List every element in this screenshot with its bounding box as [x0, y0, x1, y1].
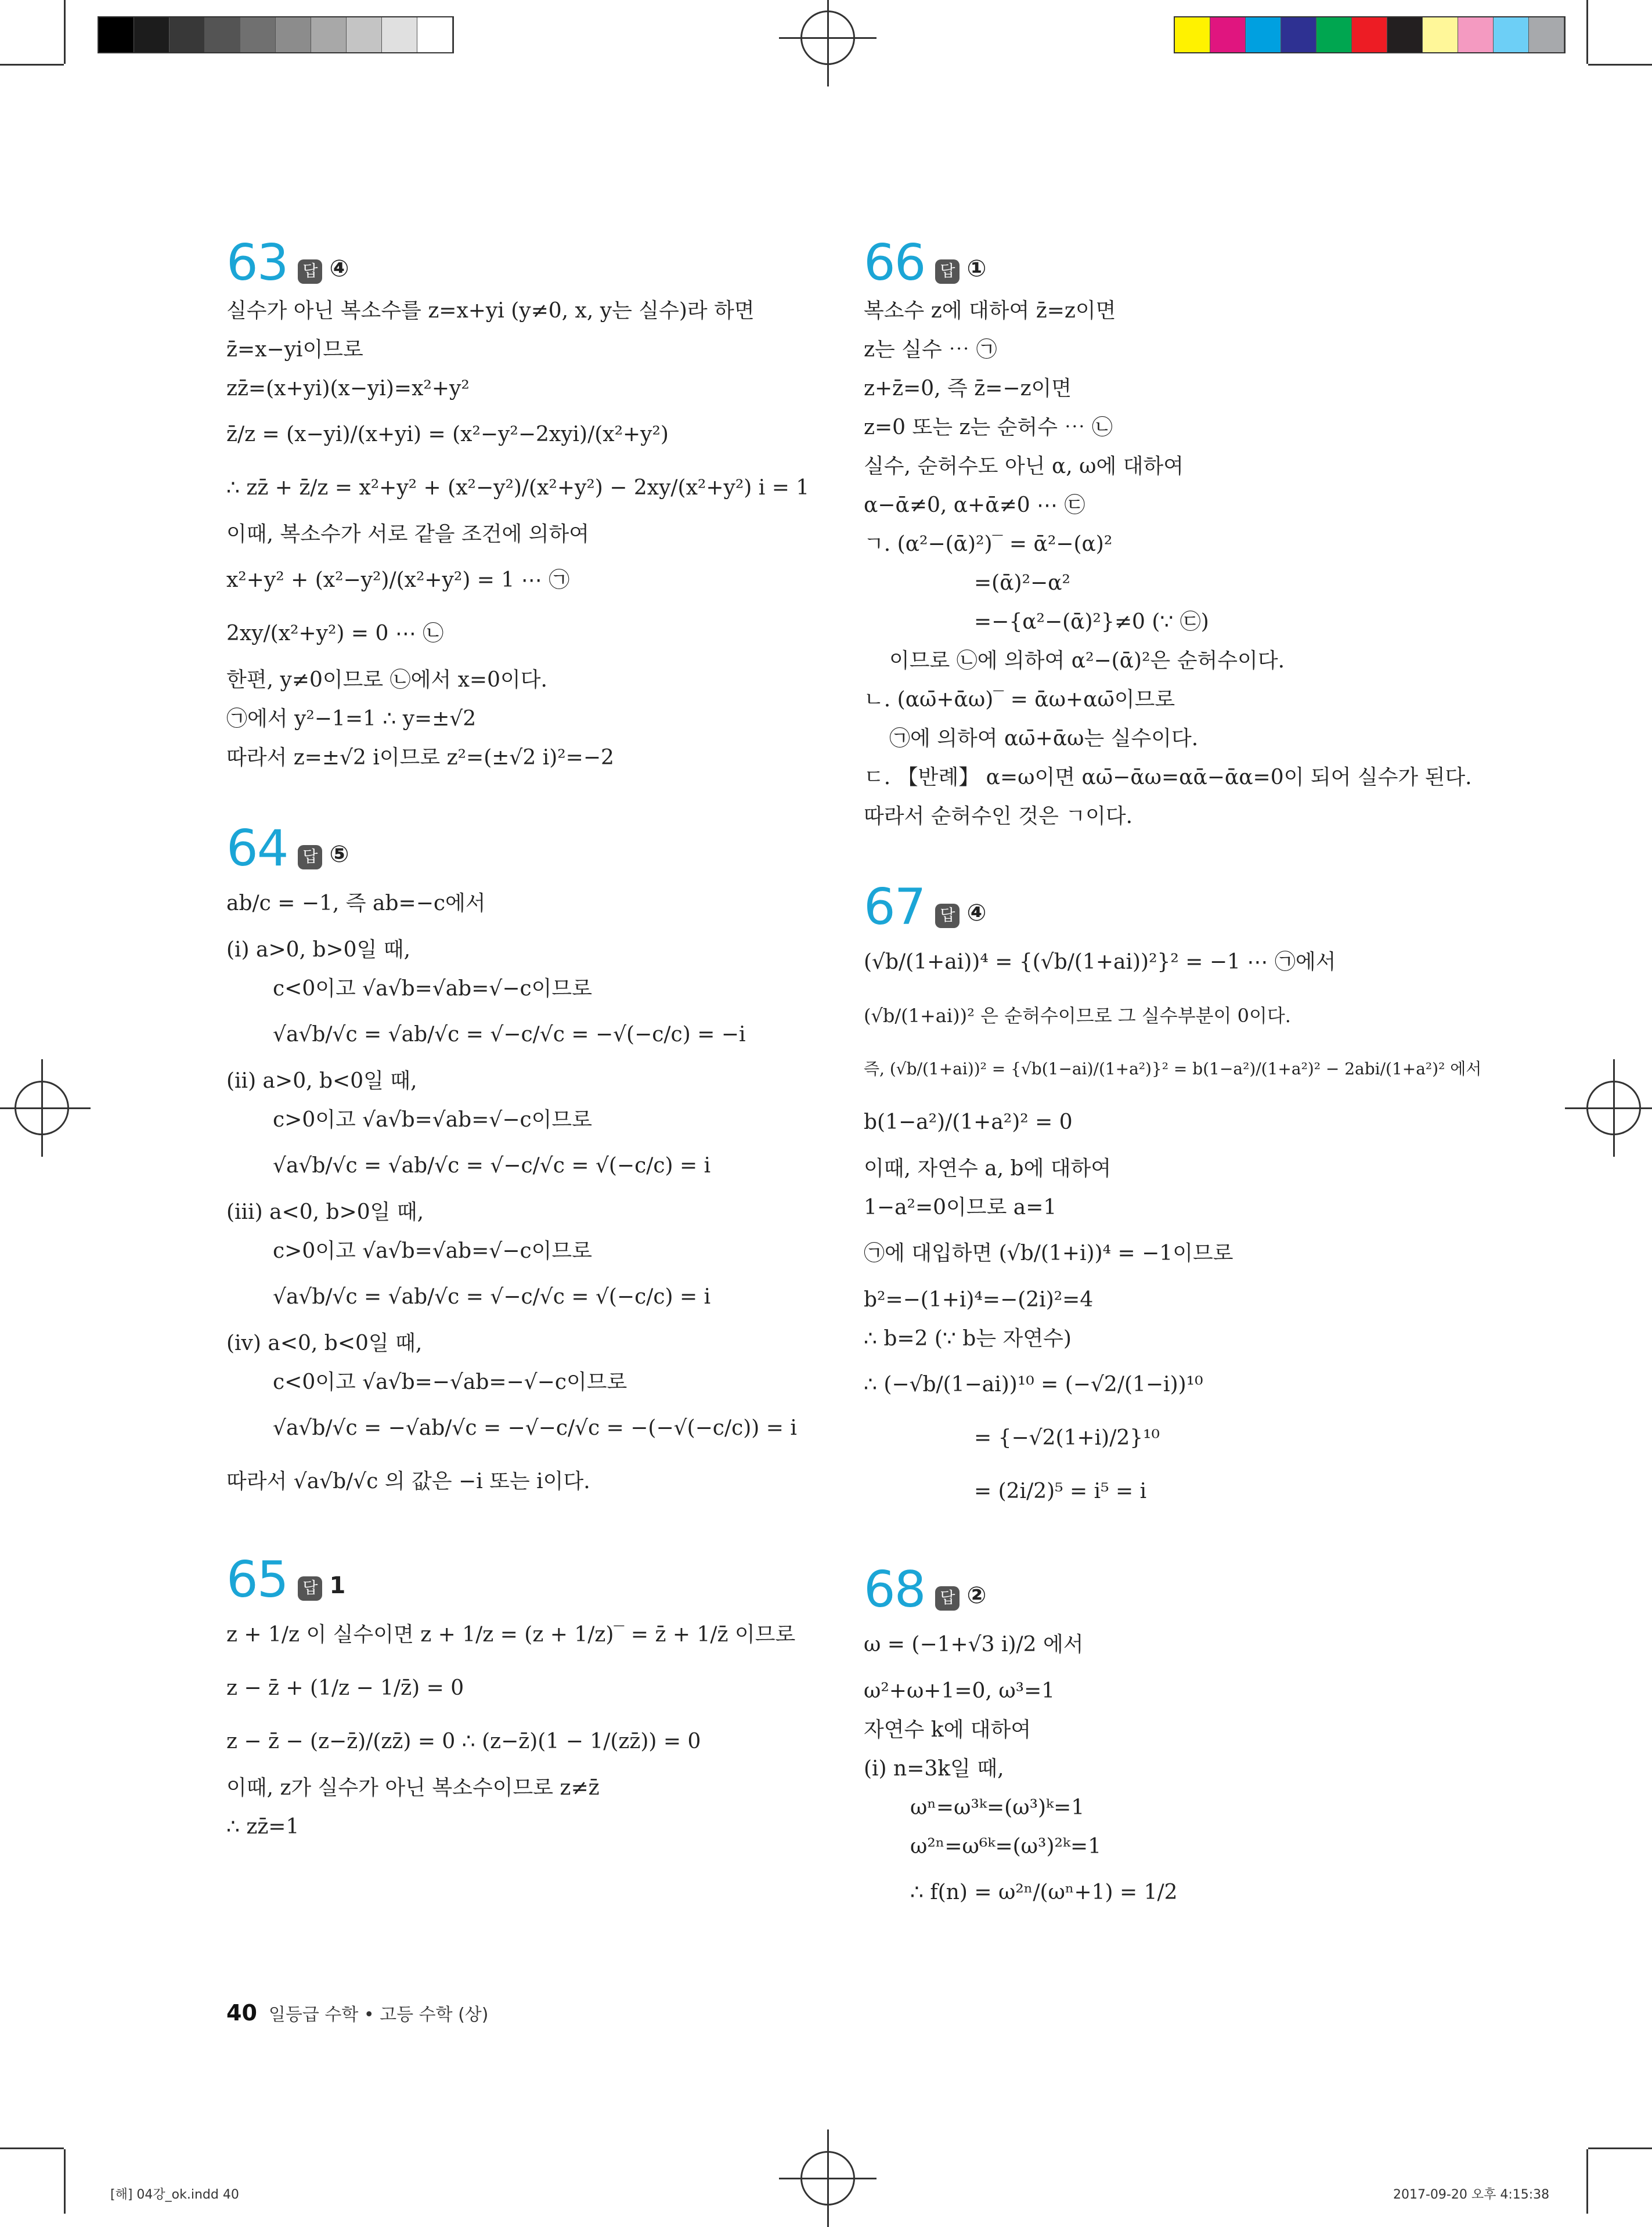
color-swatch	[1246, 17, 1281, 52]
crop-mark	[64, 0, 66, 64]
solution-line: 즉, (√b/(1+ai))² = {√b(1−ai)/(1+a²)}² = b(1−a²)/(1+a²)² − 2abi/(1+a²)² 에서	[864, 1059, 1482, 1078]
solution-line: √a√b/√c = √ab/√c = √−c/√c = √(−c/c) = i	[273, 1285, 711, 1309]
page-number: 40	[226, 2000, 257, 2026]
registration-mark-icon	[800, 10, 855, 65]
problem-number: 64	[226, 820, 288, 878]
solution-line: z̄/z = (x−yi)/(x+yi) = (x²−y²−2xyi)/(x²+y²)	[226, 423, 669, 446]
page-footer	[226, 2000, 488, 2026]
color-swatch	[276, 17, 311, 52]
answer-choice: ④	[329, 255, 349, 282]
problem-number: 65	[226, 1551, 288, 1609]
color-swatch	[1494, 17, 1529, 52]
color-swatch	[205, 17, 240, 52]
solution-line: ∴ f(n) = ω²ⁿ/(ωⁿ+1) = 1/2	[910, 1881, 1178, 1904]
solution-line: 이때, z가 실수가 아닌 복소수이므로 z≠z̄	[226, 1776, 600, 1800]
solution-line: ω²ⁿ=ω⁶ᵏ=(ω³)²ᵏ=1	[910, 1835, 1102, 1858]
solution-line: ㉠에 대입하면 (√b/(1+i))⁴ = −1이므로	[864, 1241, 1233, 1265]
solution-line: ab/c = −1, 즉 ab=−c에서	[226, 891, 486, 915]
solution-line: 이때, 복소수가 서로 같을 조건에 의하여	[226, 522, 590, 546]
color-swatch	[1281, 17, 1316, 52]
crop-mark	[0, 64, 64, 66]
answer-choice: ②	[966, 1582, 987, 1609]
registration-mark-icon	[15, 1081, 69, 1135]
solution-line: α−ᾱ≠0, α+ᾱ≠0 ⋯ ㉢	[864, 493, 1085, 517]
solution-line: ωⁿ=ω³ᵏ=(ω³)ᵏ=1	[910, 1796, 1085, 1820]
book-title: 일등급 수학 • 고등 수학 (상)	[268, 2005, 489, 2025]
color-swatch	[1387, 17, 1423, 52]
case-heading: (ⅰ) a>0, b>0일 때,	[226, 938, 411, 962]
solution-line: = {−√2(1+i)/2}¹⁰	[974, 1426, 1160, 1450]
answer-badge: 답	[935, 1586, 960, 1611]
color-swatch	[1175, 17, 1210, 52]
color-swatch	[1352, 17, 1387, 52]
problem-67	[864, 878, 1502, 1518]
registration-mark-icon	[1586, 1081, 1641, 1135]
solution-line: 따라서 z=±√2 i이므로 z²=(±√2 i)²=−2	[226, 746, 614, 770]
color-swatch	[417, 17, 453, 52]
solution-line: ∴ zz̄ + z̄/z = x²+y² + (x²−y²)/(x²+y²) − 2xy/(x²+y²) i = 1	[226, 476, 810, 500]
solution-line: (√b/(1+ai))⁴ = {(√b/(1+ai))²}² = −1 ⋯ ㉠에서	[864, 950, 1336, 974]
solution-line: 따라서 √a√b/√c 의 값은 −i 또는 i이다.	[226, 1470, 590, 1493]
solution-line: ㉠에서 y²−1=1 ∴ y=±√2	[226, 707, 477, 731]
problem-header	[226, 820, 865, 878]
problem-number: 67	[864, 878, 925, 936]
cmyk-color-bar	[1174, 16, 1566, 53]
right-column	[864, 234, 1502, 1919]
solution-line: =−{α²−(ᾱ)²}≠0 (∵ ㉢)	[974, 610, 1209, 634]
solution-line: 1−a²=0이므로 a=1	[864, 1196, 1057, 1219]
answer-badge: 답	[935, 904, 960, 928]
solution-line: 이때, 자연수 a, b에 대하여	[864, 1157, 1112, 1181]
solution-line: x²+y² + (x²−y²)/(x²+y²) = 1 ⋯ ㉠	[226, 568, 570, 592]
registration-mark-icon	[800, 2151, 855, 2206]
answer-value: 1	[329, 1572, 346, 1599]
solution-line: ㄱ. (α²−(ᾱ)²)‾ = ᾱ²−(α)²	[864, 532, 1113, 556]
solution-line: z는 실수 ⋯ ㉠	[864, 338, 997, 362]
solution-line: =(ᾱ)²−α²	[974, 571, 1070, 595]
solution-line: ㉠에 의하여 αω̄+ᾱω는 실수이다.	[889, 727, 1199, 750]
solution-line: c<0이고 √a√b=−√ab=−√−c이므로	[273, 1370, 627, 1394]
solution-line: 따라서 순허수인 것은 ㄱ이다.	[864, 804, 1133, 828]
solution-line: c>0이고 √a√b=√ab=√−c이므로	[273, 1239, 592, 1263]
problem-header	[864, 878, 1502, 936]
solution-line: zz̄=(x+yi)(x−yi)=x²+y²	[226, 377, 470, 400]
slug-filename: [해] 04강_ok.indd 40	[110, 2188, 239, 2202]
problem-header	[226, 1551, 865, 1609]
problem-header	[864, 1561, 1502, 1619]
case-heading: (ⅳ) a<0, b<0일 때,	[226, 1331, 423, 1355]
color-swatch	[1529, 17, 1564, 52]
answer-badge: 답	[298, 1576, 322, 1601]
crop-mark	[1586, 0, 1588, 64]
crop-mark	[1588, 64, 1652, 66]
color-swatch	[1210, 17, 1246, 52]
solution-line: z − z̄ − (z−z̄)/(zz̄) = 0 ∴ (z−z̄)(1 − 1/(zz̄)) = 0	[226, 1730, 701, 1753]
slug-timestamp: 2017-09-20 오후 4:15:38	[1393, 2188, 1550, 2202]
crop-mark	[1588, 2147, 1652, 2149]
solution-line: 실수가 아닌 복소수를 z=x+yi (y≠0, x, y는 실수)라 하면	[226, 299, 755, 323]
color-swatch	[99, 17, 134, 52]
solution-line: √a√b/√c = √ab/√c = √−c/√c = −√(−c/c) = −i	[273, 1023, 746, 1046]
problem-header	[226, 234, 865, 292]
solution-line: c<0이고 √a√b=√ab=√−c이므로	[273, 977, 592, 1001]
color-swatch	[169, 17, 205, 52]
problem-68	[864, 1561, 1502, 1919]
answer-choice: ⑤	[329, 841, 349, 868]
solution-line: ∴ b=2 (∵ b는 자연수)	[864, 1327, 1072, 1351]
solution-line: b(1−a²)/(1+a²)² = 0	[864, 1110, 1073, 1134]
crop-mark	[0, 2147, 64, 2149]
color-swatch	[1458, 17, 1494, 52]
solution-line: 한편, y≠0이므로 ㉡에서 x=0이다.	[226, 668, 547, 692]
solution-line: ∴ (−√b/(1−ai))¹⁰ = (−√2/(1−i))¹⁰	[864, 1373, 1203, 1396]
answer-choice: ①	[966, 255, 987, 282]
crop-mark	[1586, 2149, 1588, 2214]
solution-line: z=0 또는 z는 순허수 ⋯ ㉡	[864, 416, 1113, 439]
color-swatch	[311, 17, 347, 52]
solution-line: ㄴ. (αω̄+ᾱω)‾ = ᾱω+αω̄이므로	[864, 688, 1175, 712]
problem-66	[864, 234, 1502, 836]
solution-line: 이므로 ㉡에 의하여 α²−(ᾱ)²은 순허수이다.	[889, 649, 1285, 673]
solution-line: √a√b/√c = √ab/√c = √−c/√c = √(−c/c) = i	[273, 1154, 711, 1178]
problem-63	[226, 234, 865, 777]
color-swatch	[134, 17, 169, 52]
color-swatch	[347, 17, 382, 52]
solution-line: ω = (−1+√3 i)/2 에서	[864, 1633, 1084, 1656]
left-column	[226, 234, 865, 1846]
answer-badge: 답	[935, 259, 960, 284]
problem-64	[226, 820, 865, 1508]
problem-number: 66	[864, 234, 925, 292]
solution-line: = (2i/2)⁵ = i⁵ = i	[974, 1479, 1147, 1503]
grayscale-color-bar	[98, 16, 454, 53]
solution-line: z̄=x−yi이므로	[226, 338, 363, 362]
answer-choice: ④	[966, 900, 987, 926]
solution-line: c>0이고 √a√b=√ab=√−c이므로	[273, 1108, 592, 1132]
problem-65	[226, 1551, 865, 1846]
color-swatch	[382, 17, 417, 52]
solution-line: z − z̄ + (1/z − 1/z̄) = 0	[226, 1676, 464, 1700]
problem-number: 68	[864, 1561, 925, 1619]
solution-line: 2xy/(x²+y²) = 0 ⋯ ㉡	[226, 622, 444, 645]
solution-line: 복소수 z에 대하여 z̄=z이면	[864, 299, 1116, 323]
solution-line: ㄷ. 【반례】 α=ω이면 αω̄−ᾱω=αᾱ−ᾱα=0이 되어 실수가 된다.	[864, 766, 1472, 789]
answer-badge: 답	[298, 845, 322, 869]
solution-line: ∴ zz̄=1	[226, 1815, 300, 1839]
crop-mark	[64, 2149, 66, 2214]
solution-line: 자연수 k에 대하여	[864, 1718, 1031, 1742]
solution-line: 실수, 순허수도 아닌 α, ω에 대하여	[864, 454, 1184, 478]
color-swatch	[240, 17, 276, 52]
solution-line: ω²+ω+1=0, ω³=1	[864, 1679, 1055, 1703]
problem-number: 63	[226, 234, 288, 292]
case-heading: (ⅰ) n=3k일 때,	[864, 1757, 1004, 1781]
solution-line: z+z̄=0, 즉 z̄=−z이면	[864, 377, 1072, 400]
solution-line: (√b/(1+ai))² 은 순허수이므로 그 실수부분이 0이다.	[864, 1005, 1291, 1027]
solution-line: z + 1/z 이 실수이면 z + 1/z = (z + 1/z)‾ = z̄ + 1/z̄ 이므로	[226, 1623, 796, 1647]
color-swatch	[1316, 17, 1352, 52]
solution-line: b²=−(1+i)⁴=−(2i)²=4	[864, 1288, 1094, 1312]
case-heading: (ⅱ) a>0, b<0일 때,	[226, 1069, 417, 1093]
case-heading: (ⅲ) a<0, b>0일 때,	[226, 1200, 424, 1224]
problem-header	[864, 234, 1502, 292]
answer-badge: 답	[298, 259, 322, 284]
color-swatch	[1423, 17, 1458, 52]
solution-line: √a√b/√c = −√ab/√c = −√−c/√c = −(−√(−c/c)) = i	[273, 1416, 797, 1440]
